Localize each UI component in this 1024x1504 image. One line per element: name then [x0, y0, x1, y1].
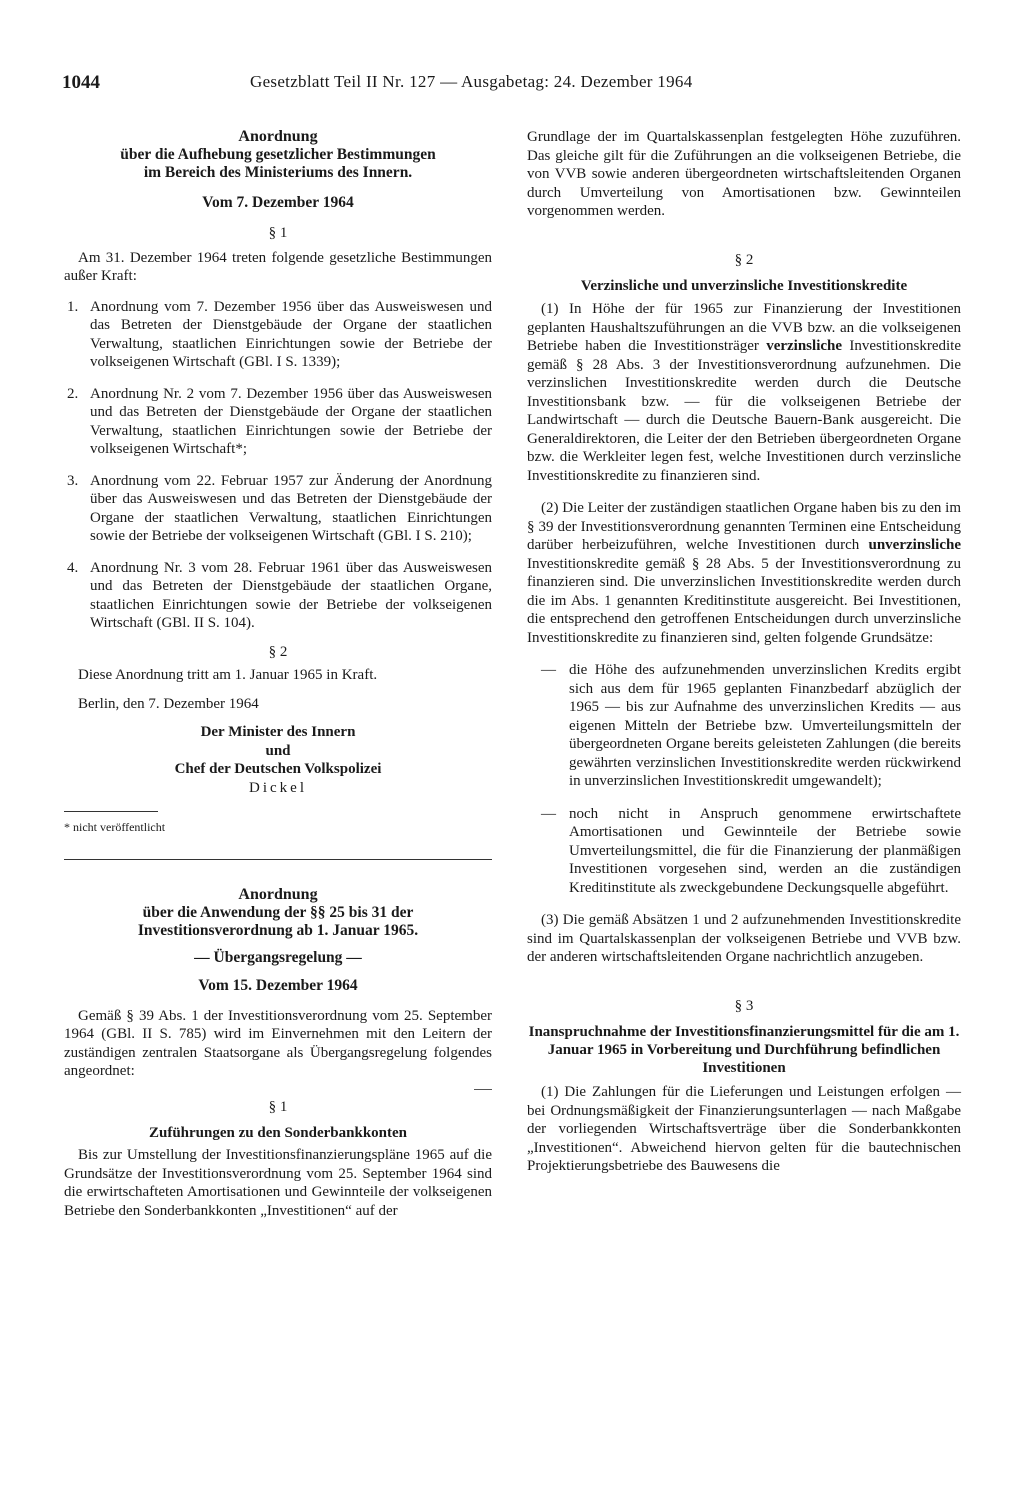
dash-item-text: die Höhe des aufzunehmenden unverzinslichen Kredits ergibt sich aus dem für 1965 geplanten Finanzbedarf abzüglich der 1965 — bis zur Aufnahme des unverzinslichen Kredits — aus eigenen Mitteln der Betriebe bzw. Umverteilungsmitteln der übergeordneten Organe bereits geleisteten Zahlungen (die bereits gewährten verzinslichen Investitionskredite werden rückwirkend in unverzinslichen Investitionskredit umgewandelt); — [569, 662, 961, 789]
section-2-heading: Verzinsliche und unverzinsliche Investitionskredite — [580, 278, 908, 294]
section-2: § 2 — [734, 251, 754, 268]
footnote-rule — [64, 811, 158, 812]
list-item-text: Anordnung vom 22. Februar 1957 zur Änderung der Anordnung über das Ausweiswesen und das Betreten der Dienstgebäude der Organe der staatlichen Verwaltung, staatlichen Einrichtungen sowie der Betriebe der volkseigenen Wirtschaft (GBl. I S. 210); — [90, 472, 492, 544]
paragraph-text: (2) Die Leiter der zuständigen staatlichen Organe haben bis zu den im § 39 der Investitionsverordnung genannten Terminen eine Entscheidung darüber herbeizuführen, welche Investitionen durch — [527, 500, 961, 553]
section-divider — [64, 859, 492, 860]
decree-1-title-line-1: Anordnung — [238, 128, 318, 145]
emphasis: unverzinsliche — [868, 537, 961, 553]
section-3: § 3 — [734, 997, 754, 1014]
short-rule — [474, 1089, 492, 1090]
decree-2-intro: Gemäß § 39 Abs. 1 der Investitionsverordnung vom 25. September 1964 (GBl. II S. 785) wird im Einvernehmen mit den Leitern der zuständigen zentralen Staatsorgane als Übergangsregelung folgendes angeordnet: — [64, 1007, 492, 1079]
section-2-paragraph-1 — [527, 300, 961, 485]
decree-1-section-2-text: Diese Anordnung tritt am 1. Januar 1965 in Kraft. — [78, 667, 378, 683]
decree-2-subtitle: — Übergangsregelung — — [194, 948, 362, 966]
left-column — [64, 128, 492, 1220]
list-item-number: 2. — [67, 385, 79, 402]
signature-line-3: Chef der Deutschen Volkspolizei — [174, 761, 382, 777]
decree-2-title-line-3: Investitionsverordnung ab 1. Januar 1965. — [137, 921, 419, 939]
page-header — [62, 72, 962, 98]
decree-2-section-1: § 1 — [268, 1098, 288, 1115]
dash-item-text: noch nicht in Anspruch genommene erwirtschaftete Amortisationen und Gewinnteile der Betriebe sowie Umverteilungsmittel, die für die Finanzierung der planmäßigen Investitionen vorgesehen sind, werden an die zuständigen Kreditinstitute als zweckgebundene Deckungsquelle abgeführt. — [569, 805, 961, 896]
decree-1-intro: Am 31. Dezember 1964 treten folgende gesetzliche Bestimmungen außer Kraft: — [64, 249, 492, 284]
list-item-text: Anordnung Nr. 2 vom 7. Dezember 1956 über das Ausweiswesen und das Betreten der Dienstgebäude der Organe der staatlichen Verwaltung, staatlichen Einrichtungen sowie der Betriebe der volkseigenen Wirtschaft*; — [90, 385, 492, 457]
running-title: Gesetzblatt Teil II Nr. 127 — Ausgabetag: 24. Dezember 1964 — [250, 72, 693, 91]
signatory-name: Dickel — [249, 779, 307, 796]
section-3-heading: Inanspruchnahme der Investitionsfinanzierungsmittel für die am 1. Januar 1965 in Vorbereitung und Durchführung befindlichen Investitionen — [528, 1024, 960, 1076]
page-number: 1044 — [62, 72, 100, 93]
list-item-number: 3. — [67, 472, 79, 489]
decree-2-title-line-2: über die Anwendung der §§ 25 bis 31 der — [142, 903, 414, 921]
paragraph-text: Investitionskredite gemäß § 28 Abs. 5 der Investitionsverordnung zu finanzieren sind. Die unverzinslichen Investitionskredite werden durch die im Abs. 1 genannten Kreditinstitute ausgereicht. Bei Investitionen, die entsprechend den getroffenen Entscheidungen durch unverzinsliche Investitionskredite zu finanzieren sind, gelten folgende Grundsätze: — [527, 555, 961, 646]
decree-2 — [64, 886, 492, 1221]
decree-1 — [64, 128, 492, 837]
signature-line-1: Der Minister des Innern — [200, 724, 356, 740]
continuation-text: Grundlage der im Quartalskassenplan festgelegten Höhe zuzuführen. Das gleiche gilt für die Zuführungen an die volkseigenen Betriebe, die von VVB sowie anderen übergeordneten wirtschaftsleitenden Organen durch Umverteilung von Amortisationen bzw. Gewinnteilen vorgenommen werden. — [527, 129, 961, 219]
decree-1-section-2: § 2 — [268, 643, 288, 660]
paragraph-text: Investitionskredite gemäß § 28 Abs. 3 der Investitionsverordnung aufzunehmen. Die verzinslichen Investitionskredite werden durch die Deutsche Investitionsbank bzw. — für die volkseigenen Betriebe der Landwirtschaft — durch die Deutsche Bauern-Bank ausgereicht. Die Generaldirektoren, die Leiter der den Betrieben übergeordneten Organe bzw. die Werkleiter legen fest, welche Investitionen durch verzinsliche Investitionskredite zu finanzieren sind. — [527, 338, 961, 484]
list-item — [64, 472, 492, 546]
dash-mark: — — [541, 662, 556, 678]
dash-mark: — — [541, 805, 556, 822]
decree-1-title-line-3: im Bereich des Ministeriums des Innern. — [143, 164, 413, 181]
list-item — [64, 298, 492, 372]
decree-2-title — [64, 886, 492, 940]
place-date: Berlin, den 7. Dezember 1964 — [78, 695, 259, 712]
dash-list-item — [527, 661, 961, 791]
section-3-text: (1) Die Zahlungen für die Lieferungen und Leistungen erfolgen — bei Ordnungsmäßigkeit der Finanzierungsunterlagen — nach Maßgabe der vorliegenden Wirtschaftsverträge über die Sonderbankkonten „Investitionen“. Abweichend hiervon gelten für die bautechnischen Projektierungsbetriebe des Bauwesens die — [527, 1084, 961, 1174]
footnote: * nicht veröffentlicht — [64, 820, 166, 834]
decree-2-section-1-heading: Zuführungen zu den Sonderbankkonten — [148, 1125, 407, 1141]
list-item-text: Anordnung Nr. 3 vom 28. Februar 1961 über das Ausweiswesen und das Betreten der Dienstgebäude der staatlichen Organe, staatlichen Einrichtungen sowie der Betriebe der volkseigenen Wirtschaft (GBl. II S. 104). — [90, 559, 492, 631]
list-item — [64, 385, 492, 459]
decree-2-section-1-text: Bis zur Umstellung der Investitionsfinanzierungspläne 1965 auf die Grundsätze der Investitionsverordnung vom 25. September 1964 sind die erwirtschafteten Amortisationen und Gewinnteile der volkseigenen Betriebe den Sonderbankkonten „Investitionen“ auf der — [64, 1147, 492, 1219]
paragraph-text: (1) In Höhe der für 1965 zur Finanzierung der Investitionen geplanten Haushaltszuführungen an die VVB bzw. an die volkseigenen Betriebe haben die Investitionsträger — [527, 301, 961, 354]
list-item — [64, 559, 492, 633]
decree-1-section-1: § 1 — [268, 225, 288, 241]
list-item-text: Anordnung vom 7. Dezember 1956 über das Ausweiswesen und das Betreten der Dienstgebäude der Organe der staatlichen Verwaltung, staatlichen Einrichtungen sowie der Betriebe der volkseigenen Wirtschaft (GBl. I S. 1339); — [90, 298, 492, 370]
decree-1-date: Vom 7. Dezember 1964 — [202, 194, 354, 211]
decree-1-title — [64, 128, 492, 182]
list-item-number: 4. — [67, 559, 79, 576]
right-column — [527, 128, 961, 1176]
signature-line-2: und — [265, 742, 291, 759]
repealed-list — [64, 298, 492, 633]
decree-1-title-line-2: über die Aufhebung gesetzlicher Bestimmungen — [120, 146, 436, 163]
list-item-number: 1. — [67, 298, 79, 315]
emphasis: verzinsliche — [766, 338, 843, 354]
signature-block — [64, 723, 492, 797]
section-2-paragraph-3: (3) Die gemäß Absätzen 1 und 2 aufzunehmenden Investitionskredite sind im Quartalskassenplan der volkseigenen Betriebe und VVB bzw. der anderen wirtschaftsleitenden Organe nachrichtlich anzugeben. — [527, 912, 961, 965]
decree-2-title-line-1: Anordnung — [238, 885, 318, 903]
dash-list-item — [527, 805, 961, 898]
decree-2-date: Vom 15. Dezember 1964 — [198, 976, 358, 994]
section-2-paragraph-2 — [527, 499, 961, 647]
